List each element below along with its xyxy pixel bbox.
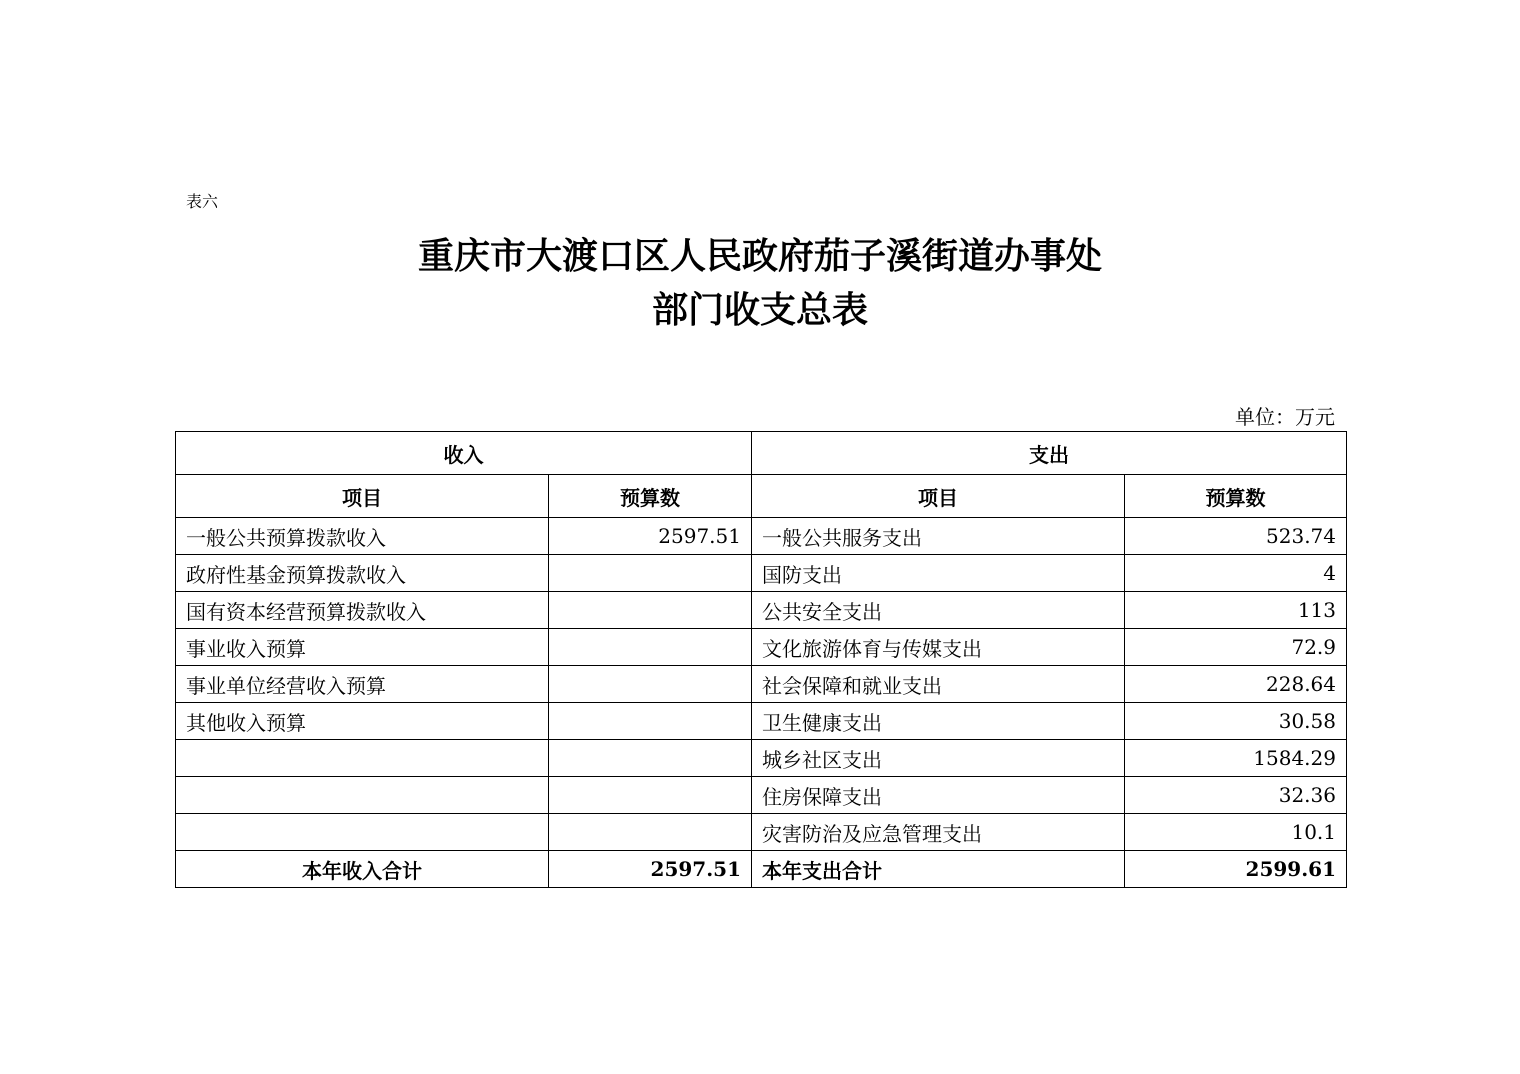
expense-budget-cell: 1584.29 — [1125, 740, 1347, 777]
income-budget-cell — [549, 814, 752, 851]
expense-item-header: 项目 — [752, 475, 1125, 518]
column-header-row — [176, 475, 1347, 518]
expense-item-cell: 国防支出 — [752, 555, 1125, 592]
table-number-label: 表六 — [186, 192, 219, 211]
expense-budget-cell: 32.36 — [1125, 777, 1347, 814]
expense-item-cell: 社会保障和就业支出 — [752, 666, 1125, 703]
income-total-value: 2597.51 — [549, 851, 752, 888]
table-row — [176, 555, 1347, 592]
income-total-label: 本年收入合计 — [176, 851, 549, 888]
income-budget-cell: 2597.51 — [549, 518, 752, 555]
income-item-cell: 事业收入预算 — [176, 629, 549, 666]
expense-item-cell: 卫生健康支出 — [752, 703, 1125, 740]
income-budget-cell — [549, 740, 752, 777]
expense-budget-cell: 72.9 — [1125, 629, 1347, 666]
title-line-organization: 重庆市大渡口区人民政府茄子溪街道办事处 — [417, 236, 1102, 277]
income-item-cell: 一般公共预算拨款收入 — [176, 518, 549, 555]
expense-budget-cell: 523.74 — [1125, 518, 1347, 555]
expense-total-value: 2599.61 — [1125, 851, 1347, 888]
expense-item-cell: 住房保障支出 — [752, 777, 1125, 814]
income-budget-cell — [549, 629, 752, 666]
total-row — [176, 851, 1347, 888]
expense-budget-cell: 4 — [1125, 555, 1347, 592]
table-row — [176, 629, 1347, 666]
income-item-header: 项目 — [176, 475, 549, 518]
income-budget-cell — [549, 555, 752, 592]
income-budget-header: 预算数 — [549, 475, 752, 518]
document-title — [0, 230, 1520, 338]
income-item-cell: 国有资本经营预算拨款收入 — [176, 592, 549, 629]
expense-item-cell: 城乡社区支出 — [752, 740, 1125, 777]
table-row — [176, 666, 1347, 703]
income-budget-cell — [549, 666, 752, 703]
group-header-row — [176, 432, 1347, 475]
expense-item-cell: 公共安全支出 — [752, 592, 1125, 629]
expense-item-cell: 灾害防治及应急管理支出 — [752, 814, 1125, 851]
income-item-cell: 政府性基金预算拨款收入 — [176, 555, 549, 592]
income-item-cell — [176, 740, 549, 777]
income-budget-cell — [549, 777, 752, 814]
revenue-expenditure-table — [175, 431, 1347, 888]
income-budget-cell — [549, 703, 752, 740]
expense-item-cell: 一般公共服务支出 — [752, 518, 1125, 555]
table-row — [176, 814, 1347, 851]
table-row — [176, 518, 1347, 555]
expense-budget-cell: 228.64 — [1125, 666, 1347, 703]
income-item-cell — [176, 777, 549, 814]
table-row — [176, 703, 1347, 740]
expense-group-header: 支出 — [752, 432, 1347, 475]
income-item-cell — [176, 814, 549, 851]
expense-budget-cell: 30.58 — [1125, 703, 1347, 740]
table-row — [176, 740, 1347, 777]
unit-label: 单位：万元 — [1235, 405, 1335, 429]
income-item-cell: 其他收入预算 — [176, 703, 549, 740]
expense-budget-cell: 10.1 — [1125, 814, 1347, 851]
table-row — [176, 592, 1347, 629]
income-item-cell: 事业单位经营收入预算 — [176, 666, 549, 703]
expense-budget-header: 预算数 — [1125, 475, 1347, 518]
expense-total-label: 本年支出合计 — [752, 851, 1125, 888]
expense-budget-cell: 113 — [1125, 592, 1347, 629]
income-budget-cell — [549, 592, 752, 629]
table-row — [176, 777, 1347, 814]
title-line-table-name: 部门收支总表 — [651, 290, 868, 331]
income-group-header: 收入 — [176, 432, 752, 475]
expense-item-cell: 文化旅游体育与传媒支出 — [752, 629, 1125, 666]
